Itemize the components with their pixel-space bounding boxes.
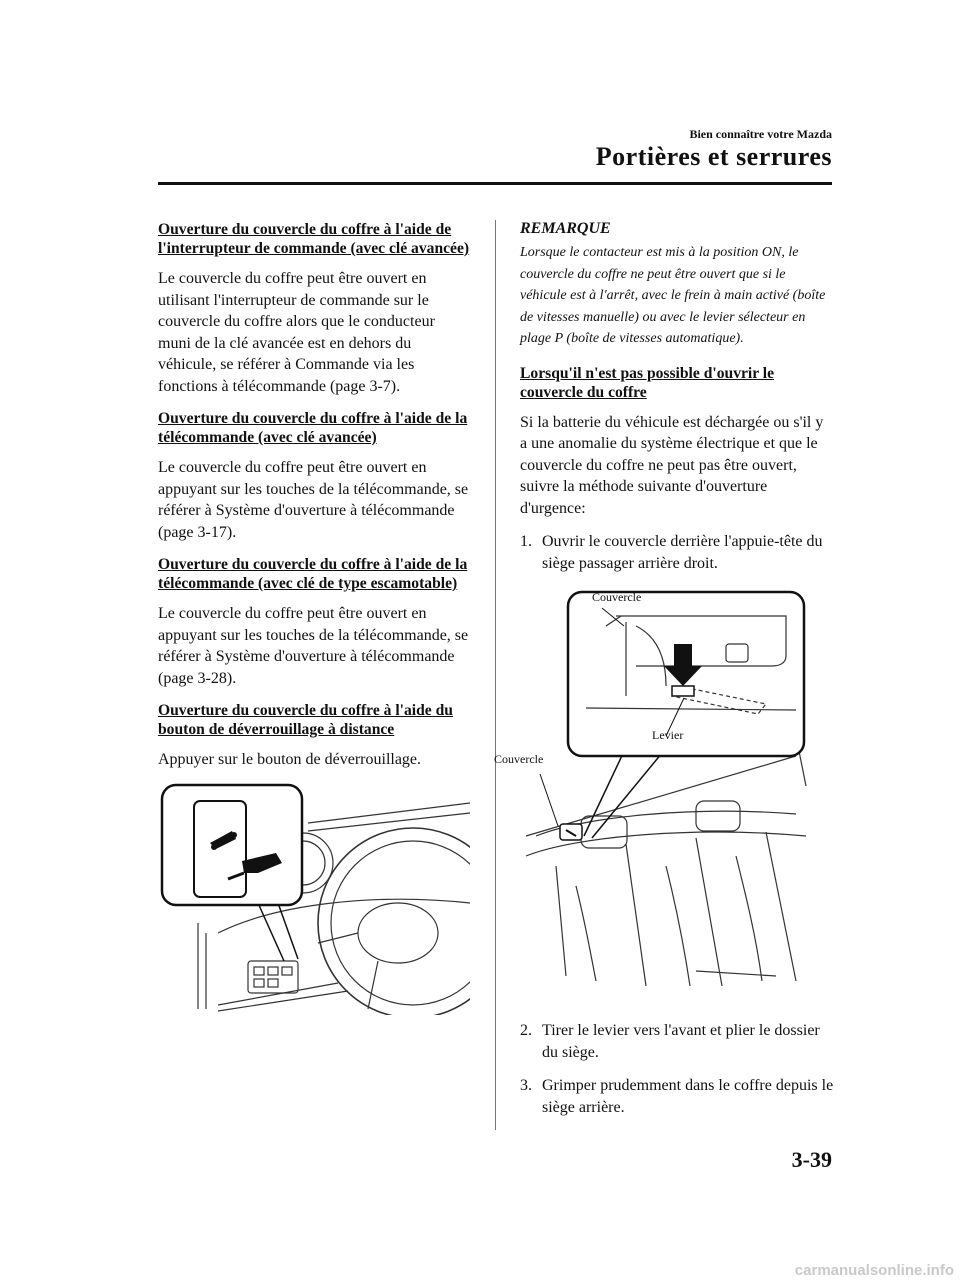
text-control-switch: Le couvercle du coffre peut être ouvert en utilisant l'interrupteur de commande sur le couvercle du coffre alors que le conducteur muni de la clé avancée est en dehors du véhicule, se référer à Commande via les fonctions à télécommande (page 3-7). xyxy=(158,270,435,395)
remark-text: Lorsque le contacteur est mis à la position ON, le couvercle du coffre ne peut être ouvert que si le véhicule est à l'arrêt, avec le frein à main activé (boîte de vitesses manuelle) ou avec le levier sélecteur en plage P (boîte de vitesses automatique). xyxy=(520,245,826,346)
step-3 xyxy=(520,1075,834,1118)
header-rule xyxy=(158,182,832,185)
text-release-button: Appuyer sur le bouton de déverrouillage. xyxy=(158,751,422,768)
heading-remote-advanced-key: Ouverture du couvercle du coffre à l'aide de la télécommande (avec clé avancée) xyxy=(158,410,468,446)
heading-control-switch: Ouverture du couvercle du coffre à l'aide de l'interrupteur de commande (avec clé avancée) xyxy=(158,221,470,257)
page-number: 3-39 xyxy=(791,1147,832,1172)
text-cannot-open: Si la batterie du véhicule est déchargée ou s'il y a une anomalie du système électrique et que le couvercle du coffre ne peut pas être ouvert, suivre la méthode suivante d'ouverture d'urgence: xyxy=(520,413,824,517)
step-number: 3. xyxy=(520,1077,532,1094)
chapter-subtitle: Bien connaître votre Mazda xyxy=(689,127,832,141)
rear-seat-illustration xyxy=(496,586,810,1006)
text-remote-retractable-key: Le couvercle du coffre peut être ouvert en appuyant sur les touches de la télécommande, se référer à Système d'ouverture à télécommande (page 3-28). xyxy=(158,605,469,687)
watermark: carmanualsonline.info xyxy=(794,1262,954,1279)
step-2 xyxy=(520,1020,834,1063)
label-cover-left: Couvercle xyxy=(494,752,544,766)
step-number: 1. xyxy=(520,533,532,550)
label-cover-top: Couvercle xyxy=(592,590,642,604)
step-number: 2. xyxy=(520,1022,532,1039)
step-text: Ouvrir le couvercle derrière l'appuie-tête du siège passager arrière droit. xyxy=(542,533,823,572)
text-remote-advanced-key: Le couvercle du coffre peut être ouvert en appuyant sur les touches de la télécommande, se référer à Système d'ouverture à télécommande (page 3-17). xyxy=(158,459,469,541)
heading-cannot-open: Lorsqu'il n'est pas possible d'ouvrir le couvercle du coffre xyxy=(520,364,775,401)
remark-title: REMARQUE xyxy=(520,220,611,237)
dashboard-illustration xyxy=(158,783,470,1015)
heading-release-button: Ouverture du couvercle du coffre à l'aide du bouton de déverrouillage à distance xyxy=(158,702,453,738)
left-column xyxy=(158,220,470,1015)
heading-remote-retractable-key: Ouverture du couvercle du coffre à l'aide de la télécommande (avec clé de type escamotable) xyxy=(158,556,468,592)
label-lever: Levier xyxy=(652,728,684,742)
step-text: Grimper prudemment dans le coffre depuis le siège arrière. xyxy=(542,1077,834,1116)
section-title: Portières et serrures xyxy=(595,142,832,171)
dashboard-release-figure xyxy=(158,783,470,1015)
step-1 xyxy=(520,531,834,574)
right-column xyxy=(494,220,834,1130)
rear-seat-figure xyxy=(496,586,810,1006)
step-text: Tirer le levier vers l'avant et plier le dossier du siège. xyxy=(542,1022,820,1061)
